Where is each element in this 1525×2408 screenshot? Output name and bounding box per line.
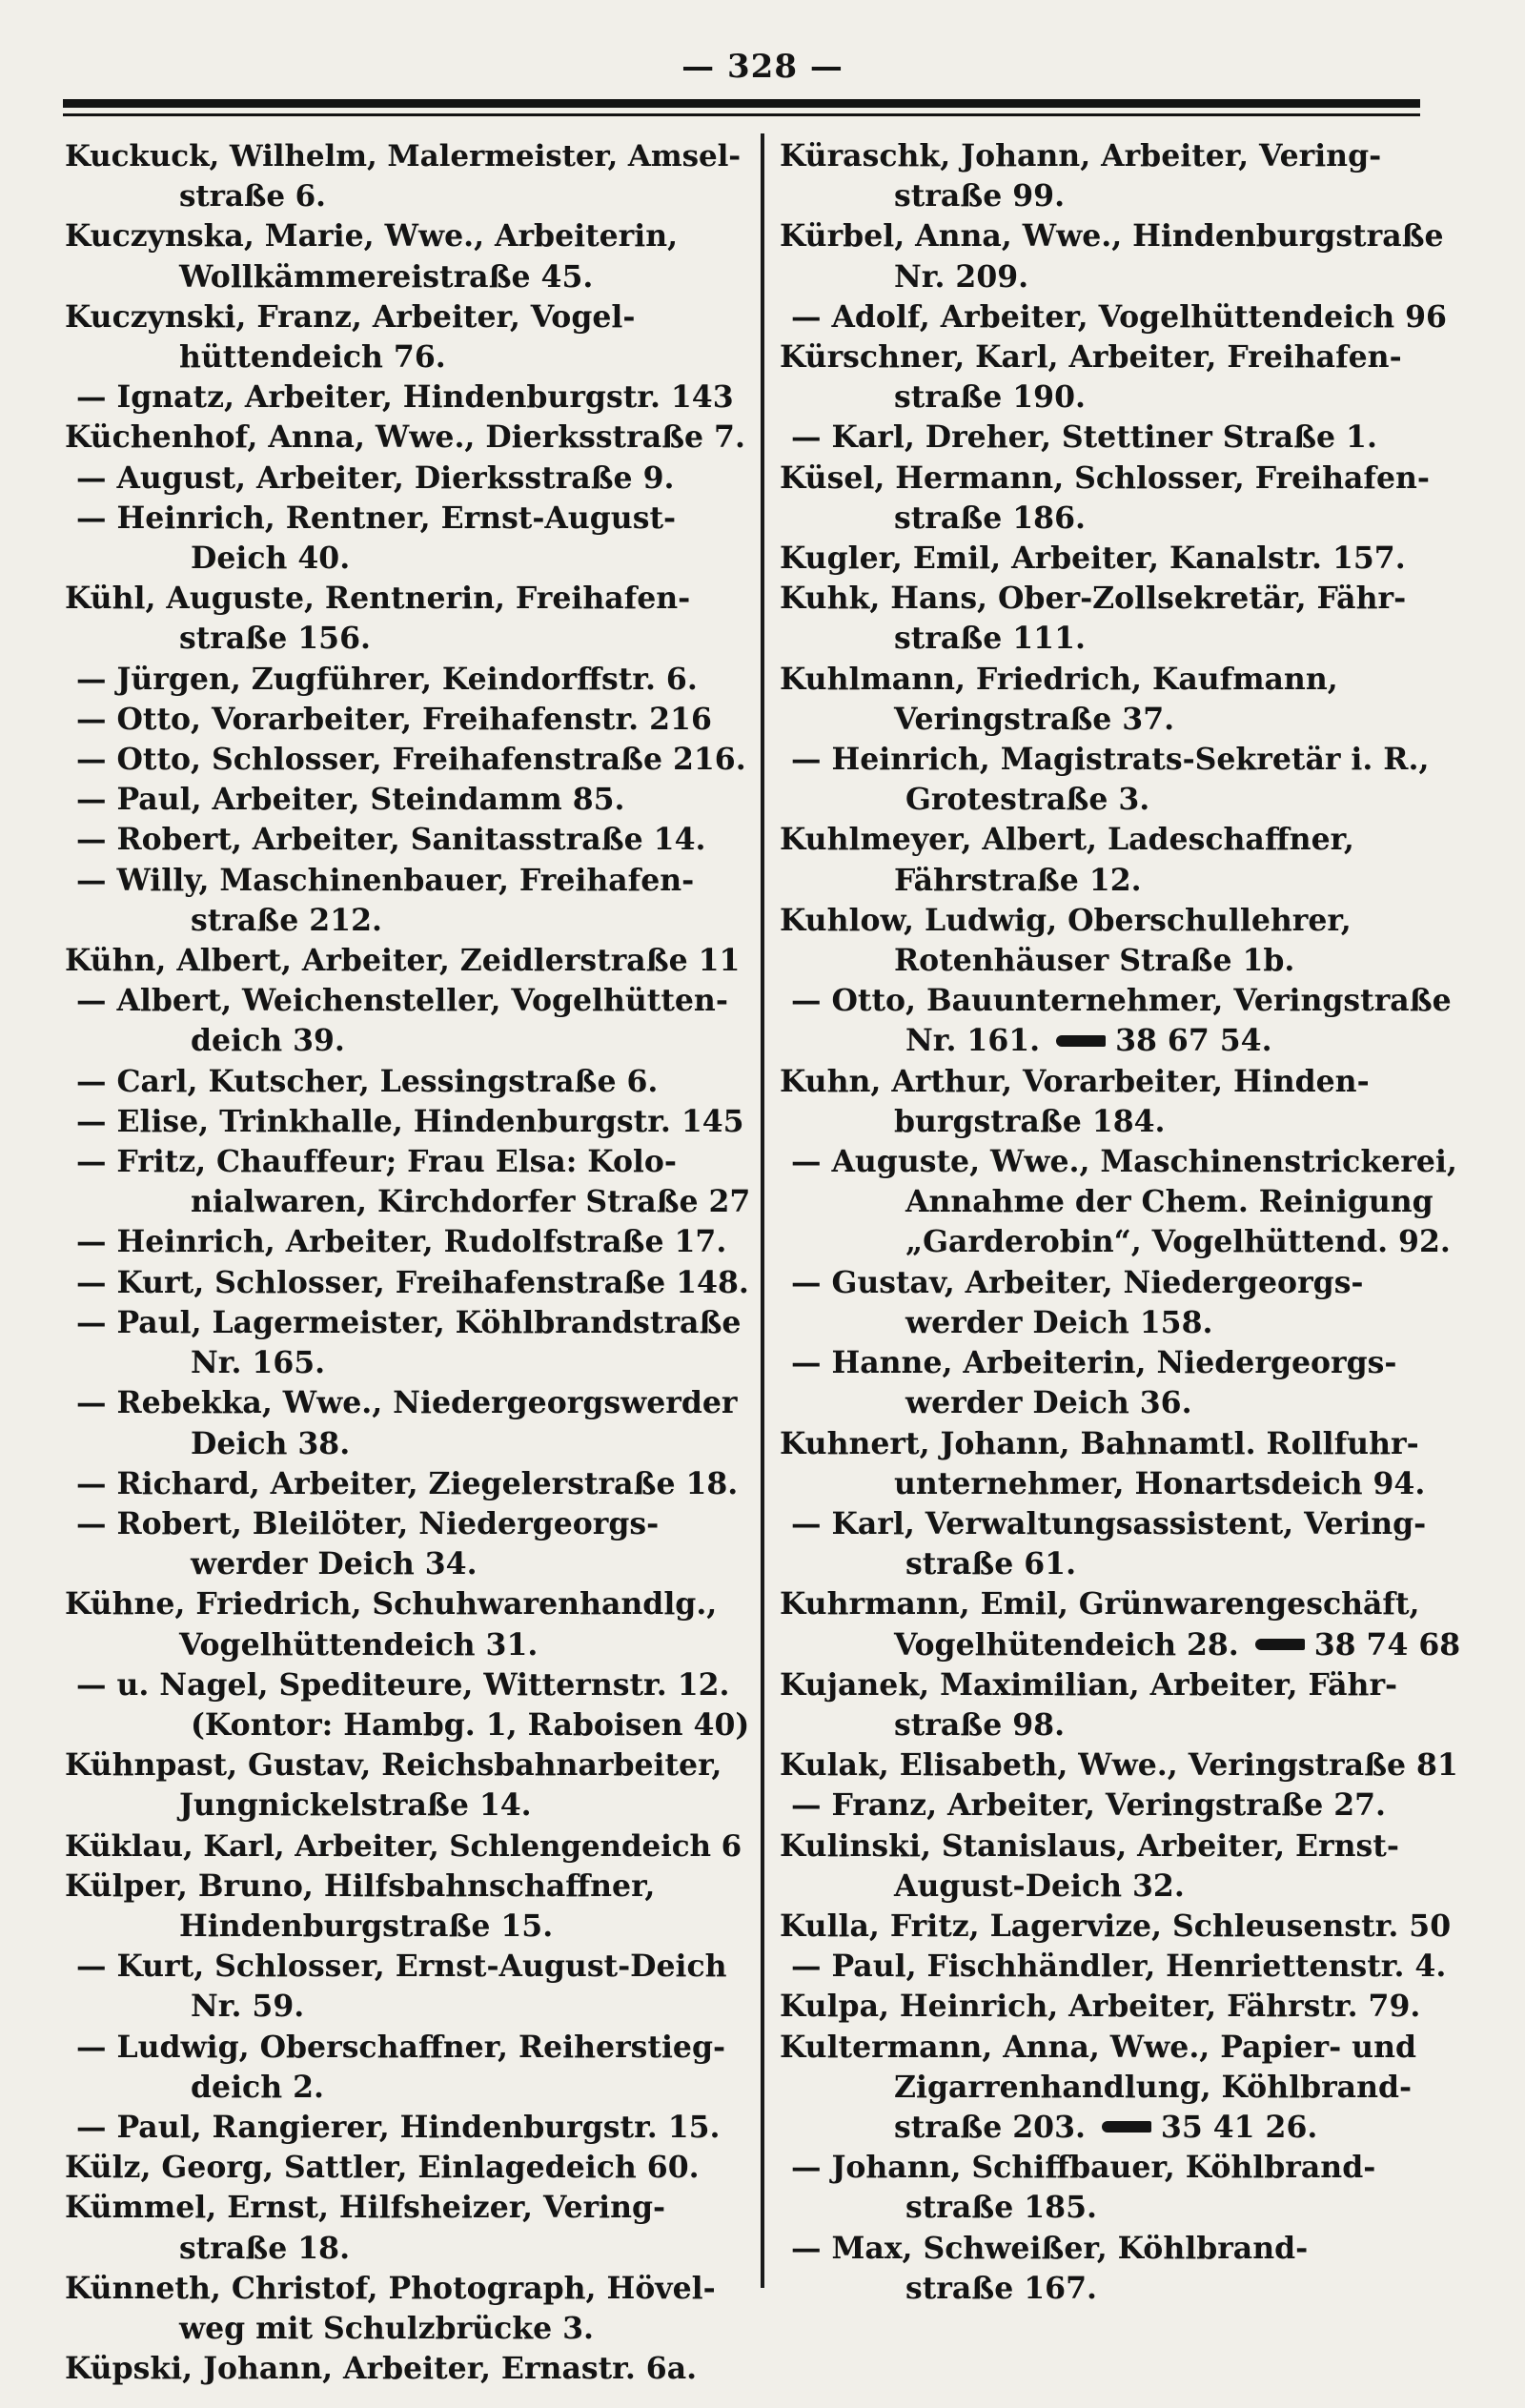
entry-line: Otto, Schlosser, Freihafenstraße 216. xyxy=(116,742,746,778)
entry-line: Kuhn, Arthur, Vorarbeiter, Hinden- xyxy=(780,1063,1370,1099)
entry-line: Grotestraße 3. xyxy=(905,782,1150,818)
entry-line: Johann, Schiffbauer, Köhlbrand- xyxy=(831,2150,1376,2186)
entry-line: Albert, Weichensteller, Vogelhütten- xyxy=(116,983,728,1019)
directory-entry xyxy=(780,820,1485,900)
entry-line: Nr. 209. xyxy=(894,258,1029,295)
directory-entry xyxy=(780,1062,1485,1142)
directory-entry xyxy=(780,459,1485,539)
entry-line: Kuhnert, Johann, Bahnamtl. Rollfuhr- xyxy=(780,1425,1419,1461)
entry-line: straße 190. xyxy=(894,379,1086,416)
directory-subentry xyxy=(780,2148,1485,2228)
directory-subentry xyxy=(65,1383,749,1463)
directory-subentry xyxy=(65,1062,749,1102)
directory-entry xyxy=(65,1826,749,1867)
entry-line: straße 111. xyxy=(894,621,1086,657)
entry-line: werder Deich 36. xyxy=(905,1385,1192,1421)
directory-entry xyxy=(780,579,1485,659)
telephone-number: 35 41 26. xyxy=(1096,2110,1317,2145)
entry-line: Küraschk, Johann, Arbeiter, Vering- xyxy=(780,138,1382,173)
entry-line: Kugler, Emil, Arbeiter, Kanalstr. 157. xyxy=(780,541,1406,577)
left-column xyxy=(65,136,749,2389)
entry-line: u. Nagel, Spediteure, Witternstr. 12. xyxy=(116,1666,730,1703)
entry-line: Kürbel, Anna, Wwe., Hindenburgstraße xyxy=(780,218,1444,255)
directory-entry xyxy=(65,216,749,296)
directory-subentry xyxy=(780,1142,1485,1263)
directory-subentry xyxy=(780,297,1485,337)
directory-entry xyxy=(65,2148,749,2188)
directory-entry xyxy=(780,1745,1485,1786)
directory-entry xyxy=(780,2028,1485,2149)
directory-entry xyxy=(780,901,1485,981)
entry-line: Deich 38. xyxy=(191,1425,351,1461)
directory-subentry xyxy=(65,499,749,579)
entry-line: Adolf, Arbeiter, Vogelhüttendeich 96 xyxy=(831,298,1447,335)
directory-entry xyxy=(780,136,1485,216)
entry-line: Gustav, Arbeiter, Niedergeorgs- xyxy=(831,1264,1364,1300)
entry-line: Paul, Fischhändler, Henriettenstr. 4. xyxy=(831,1949,1447,1985)
directory-entry xyxy=(780,539,1485,579)
entry-line: Robert, Arbeiter, Sanitasstraße 14. xyxy=(116,822,706,858)
entry-line: Wollkämmereistraße 45. xyxy=(179,258,594,295)
entry-line: Zigarrenhandlung, Köhlbrand- xyxy=(894,2069,1413,2105)
directory-entry xyxy=(780,1665,1485,1745)
directory-entry xyxy=(780,1987,1485,2027)
directory-subentry xyxy=(65,1464,749,1504)
directory-subentry xyxy=(780,2229,1485,2309)
entry-line: Robert, Bleilöter, Niedergeorgs- xyxy=(116,1505,660,1541)
directory-entry xyxy=(65,1584,749,1664)
entry-line: Nr. 165. xyxy=(191,1345,326,1381)
directory-entry xyxy=(780,1826,1485,1907)
entry-line: Kümmel, Ernst, Hilfsheizer, Vering- xyxy=(65,2190,666,2226)
entry-line: Kühn, Albert, Arbeiter, Zeidlerstraße 11 xyxy=(65,943,741,979)
entry-line: Willy, Maschinenbauer, Freihafen- xyxy=(116,862,695,898)
entry-line: werder Deich 158. xyxy=(905,1304,1213,1340)
directory-entry xyxy=(65,1867,749,1947)
entry-line: Kultermann, Anna, Wwe., Papier- und xyxy=(780,2029,1416,2065)
entry-line: straße 185. xyxy=(905,2190,1097,2226)
entry-line: Kulinski, Stanislaus, Arbeiter, Ernst- xyxy=(780,1827,1399,1864)
entry-line: deich 39. xyxy=(191,1023,345,1059)
entry-line: Küklau, Karl, Arbeiter, Schlengendeich 6 xyxy=(65,1828,742,1864)
entry-line: Paul, Rangierer, Hindenburgstr. 15. xyxy=(116,2109,721,2145)
entry-line: Rotenhäuser Straße 1b. xyxy=(894,943,1295,979)
entry-line: Vogelhüttendeich 31. xyxy=(179,1626,539,1663)
entry-line: werder Deich 34. xyxy=(191,1546,478,1582)
entry-line: Kühne, Friedrich, Schuhwarenhandlg., xyxy=(65,1586,718,1622)
directory-subentry xyxy=(65,780,749,820)
directory-subentry xyxy=(65,820,749,860)
directory-subentry xyxy=(65,1222,749,1262)
entry-line: hüttendeich 76. xyxy=(179,339,446,376)
entry-line: Otto, Bauunternehmer, Veringstraße xyxy=(831,983,1452,1019)
entry-line: Richard, Arbeiter, Ziegelerstraße 18. xyxy=(116,1465,739,1501)
entry-line: straße 98. xyxy=(894,1706,1066,1743)
directory-entry xyxy=(780,1584,1485,1664)
directory-entry xyxy=(780,1907,1485,1947)
entry-line: Kuhlmeyer, Albert, Ladeschaffner, xyxy=(780,822,1354,858)
directory-entry xyxy=(65,136,749,216)
entry-line: Otto, Vorarbeiter, Freihafenstr. 216 xyxy=(116,701,712,737)
entry-line: Kuczynska, Marie, Wwe., Arbeiterin, xyxy=(65,218,679,255)
entry-line: straße 167. xyxy=(905,2270,1097,2306)
entry-line: Max, Schweißer, Köhlbrand- xyxy=(831,2230,1309,2266)
entry-line: Paul, Arbeiter, Steindamm 85. xyxy=(116,782,625,818)
directory-subentry xyxy=(65,2108,749,2148)
entry-line: deich 2. xyxy=(191,2069,324,2105)
entry-line: straße 203. xyxy=(894,2109,1086,2145)
entry-line: Kuhlow, Ludwig, Oberschullehrer, xyxy=(780,902,1352,938)
entry-line: „Garderobin“, Vogelhüttend. 92. xyxy=(905,1224,1451,1260)
entry-line: Kuhlmann, Friedrich, Kaufmann, xyxy=(780,661,1338,697)
directory-entry xyxy=(780,660,1485,740)
entry-line: Kühnpast, Gustav, Reichsbahnarbeiter, xyxy=(65,1747,722,1784)
entry-line: (Kontor: Hambg. 1, Raboisen 40) xyxy=(191,1706,750,1743)
entry-line: Kuckuck, Wilhelm, Malermeister, Amsel- xyxy=(65,139,742,173)
entry-line: Ludwig, Oberschaffner, Reiherstieg- xyxy=(116,2029,726,2065)
entry-line: Annahme der Chem. Reinigung xyxy=(905,1184,1434,1220)
entry-line: Kurt, Schlosser, Ernst-August-Deich xyxy=(116,1949,727,1985)
entry-line: straße 156. xyxy=(179,621,371,657)
telephone-number: 38 74 68 xyxy=(1250,1627,1460,1663)
directory-entry xyxy=(65,297,749,378)
directory-subentry xyxy=(65,740,749,780)
entry-line: Vogelhütendeich 28. xyxy=(894,1626,1239,1663)
directory-subentry xyxy=(65,1504,749,1584)
directory-subentry xyxy=(65,1142,749,1222)
header-rule-thin xyxy=(63,113,1420,116)
entry-line: Karl, Verwaltungsassistent, Vering- xyxy=(831,1505,1427,1541)
entry-line: Hindenburgstraße 15. xyxy=(179,1908,554,1944)
directory-entry xyxy=(65,2269,749,2349)
entry-line: Kuczynski, Franz, Arbeiter, Vogel- xyxy=(65,298,636,335)
directory-entry xyxy=(65,2349,749,2389)
entry-line: Jürgen, Zugführer, Keindorffstr. 6. xyxy=(116,661,698,697)
entry-line: Veringstraße 37. xyxy=(894,701,1175,737)
entry-line: weg mit Schulzbrücke 3. xyxy=(179,2310,594,2346)
directory-subentry xyxy=(780,1343,1485,1423)
entry-line: Heinrich, Arbeiter, Rudolfstraße 17. xyxy=(116,1224,727,1260)
entry-line: straße 6. xyxy=(179,179,326,214)
entry-line: Karl, Dreher, Stettiner Straße 1. xyxy=(831,419,1377,456)
directory-subentry xyxy=(780,1263,1485,1343)
directory-entry xyxy=(780,337,1485,418)
directory-subentry xyxy=(65,861,749,941)
entry-line: nialwaren, Kirchdorfer Straße 27 xyxy=(191,1184,751,1220)
entry-line: straße 61. xyxy=(905,1546,1077,1582)
entry-line: unternehmer, Honartsdeich 94. xyxy=(894,1465,1426,1501)
right-column xyxy=(780,136,1485,2309)
entry-line: Hanne, Arbeiterin, Niedergeorgs- xyxy=(831,1345,1397,1381)
entry-line: Kürschner, Karl, Arbeiter, Freihafen- xyxy=(780,339,1402,376)
directory-subentry xyxy=(65,1263,749,1303)
directory-subentry xyxy=(65,700,749,740)
directory-entry xyxy=(780,216,1485,296)
entry-line: Auguste, Wwe., Maschinenstrickerei, xyxy=(831,1144,1457,1180)
entry-line: Heinrich, Rentner, Ernst-August- xyxy=(116,500,677,536)
entry-line: Kuhk, Hans, Ober-Zollsekretär, Fähr- xyxy=(780,581,1407,617)
entry-line: straße 99. xyxy=(894,178,1066,214)
directory-subentry xyxy=(65,378,749,418)
directory-entry xyxy=(65,941,749,981)
page-number: — 328 — xyxy=(681,48,844,86)
directory-subentry xyxy=(65,660,749,700)
directory-subentry xyxy=(780,981,1485,1061)
entry-line: Küsel, Hermann, Schlosser, Freihafen- xyxy=(780,459,1430,496)
directory-subentry xyxy=(65,1303,749,1383)
entry-line: Rebekka, Wwe., Niedergeorgswerder xyxy=(116,1385,738,1421)
directory-entry xyxy=(65,579,749,659)
directory-subentry xyxy=(65,1665,749,1745)
entry-line: Külz, Georg, Sattler, Einlagedeich 60. xyxy=(65,2150,700,2186)
entry-line: Elise, Trinkhalle, Hindenburgstr. 145 xyxy=(116,1103,744,1139)
entry-line: Külper, Bruno, Hilfsbahnschaffner, xyxy=(65,1867,656,1904)
entry-line: Fährstraße 12. xyxy=(894,862,1142,898)
directory-subentry xyxy=(65,1947,749,2027)
entry-line: Deich 40. xyxy=(191,541,351,577)
entry-line: straße 212. xyxy=(191,902,382,938)
entry-line: Kujanek, Maximilian, Arbeiter, Fähr- xyxy=(780,1666,1398,1703)
column-divider xyxy=(761,133,764,2288)
directory-subentry xyxy=(780,1786,1485,1826)
entry-line: straße 186. xyxy=(894,500,1086,536)
entry-line: Kurt, Schlosser, Freihafenstraße 148. xyxy=(116,1264,749,1300)
directory-entry xyxy=(65,418,749,458)
header-rule-thick xyxy=(63,99,1420,108)
directory-subentry xyxy=(780,1947,1485,1987)
entry-line: Jungnickelstraße 14. xyxy=(179,1787,532,1824)
directory-subentry xyxy=(65,459,749,499)
directory-subentry xyxy=(65,2028,749,2108)
directory-subentry xyxy=(65,1102,749,1142)
entry-line: Nr. 161. xyxy=(905,1023,1041,1059)
entry-line: Künneth, Christof, Photograph, Hövel- xyxy=(65,2270,716,2306)
directory-entry xyxy=(65,2188,749,2268)
entry-line: Kulak, Elisabeth, Wwe., Veringstraße 81 xyxy=(780,1747,1458,1784)
entry-line: Fritz, Chauffeur; Frau Elsa: Kolo- xyxy=(116,1144,677,1180)
directory-entry xyxy=(65,1745,749,1826)
directory-subentry xyxy=(780,740,1485,820)
directory-subentry xyxy=(780,1504,1485,1584)
telephone-number: 38 67 54. xyxy=(1050,1023,1271,1058)
entry-line: Ignatz, Arbeiter, Hindenburgstr. 143 xyxy=(116,379,734,416)
entry-line: burgstraße 184. xyxy=(894,1103,1166,1139)
entry-line: Franz, Arbeiter, Veringstraße 27. xyxy=(831,1787,1387,1824)
entry-line: Küpski, Johann, Arbeiter, Ernastr. 6a. xyxy=(65,2351,698,2387)
entry-line: Nr. 59. xyxy=(191,1989,305,2025)
entry-line: Heinrich, Magistrats-Sekretär i. R., xyxy=(831,742,1430,778)
entry-line: straße 18. xyxy=(179,2230,351,2266)
directory-subentry xyxy=(65,981,749,1061)
entry-line: August, Arbeiter, Dierksstraße 9. xyxy=(116,459,675,496)
entry-line: August-Deich 32. xyxy=(894,1867,1185,1904)
entry-line: Kühl, Auguste, Rentnerin, Freihafen- xyxy=(65,581,691,617)
entry-line: Kulla, Fritz, Lagervize, Schleusenstr. 50 xyxy=(780,1908,1452,1944)
entry-line: Kulpa, Heinrich, Arbeiter, Fährstr. 79. xyxy=(780,1989,1421,2025)
directory-subentry xyxy=(780,418,1485,458)
entry-line: Carl, Kutscher, Lessingstraße 6. xyxy=(116,1063,659,1099)
entry-line: Paul, Lagermeister, Köhlbrandstraße xyxy=(116,1304,742,1340)
entry-line: Küchenhof, Anna, Wwe., Dierksstraße 7. xyxy=(65,419,745,456)
entry-line: Kuhrmann, Emil, Grünwarengeschäft, xyxy=(780,1586,1420,1622)
directory-entry xyxy=(780,1424,1485,1504)
